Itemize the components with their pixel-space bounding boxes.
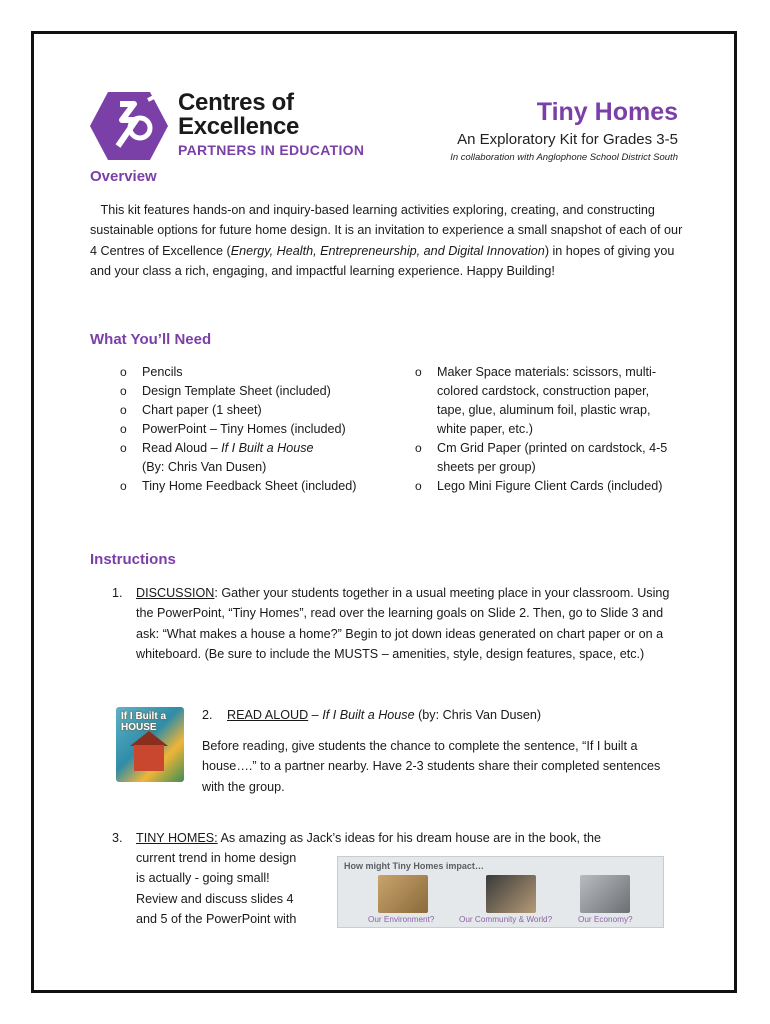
overview-paragraph <box>90 200 690 281</box>
step-2-number: 2. <box>202 708 213 722</box>
materials-list-left <box>120 363 390 496</box>
slide-thumbnail <box>337 856 664 928</box>
logo-subtitle: PARTNERS IN EDUCATION <box>178 142 365 158</box>
book-cover-image <box>116 707 184 782</box>
step-3-line-2: current trend in home design <box>136 851 297 865</box>
step-3-label: TINY HOMES: <box>136 831 218 845</box>
step-3-number: 3. <box>112 831 123 845</box>
book-cover-title: If I Built a HOUSE <box>121 711 167 733</box>
economy-photo <box>580 875 630 913</box>
step-3-line-3: is actually - going small! <box>136 871 270 885</box>
centres-of-excellence-logo <box>90 88 380 166</box>
step-1-number: 1. <box>112 586 123 600</box>
list-item: o Cm Grid Paper (printed on cardstock, 4-5 sheets per group) <box>415 441 668 474</box>
slide-caption-environment: Our Environment? <box>368 915 435 924</box>
house-icon <box>134 745 164 771</box>
overview-text-2: ) in hopes of giving you and your class a rich, engaging, and impactful learning experience. Happy Building! <box>90 243 675 278</box>
slide-title: How might Tiny Homes impact… <box>344 861 484 871</box>
materials-list-right <box>415 363 680 496</box>
overview-text-italic: Energy, Health, Entrepreneurship, and Digital Innovation <box>230 243 545 258</box>
step-1-text: DISCUSSION: Gather your students together in a usual meeting place in your classroom. Using the PowerPoint, “Tiny Homes”, read over the learning goals on Slide 2. Then, go to Slide 3 and ask: “What makes a house a home?” Begin to jot down ideas generated on chart paper or on a whiteboard. (Be sure to include the MUSTS – amenities, style, design features, space, etc.) <box>136 586 670 661</box>
logo-text-line1: Centres of <box>178 89 294 116</box>
environment-photo <box>378 875 428 913</box>
step-2-label: READ ALOUD <box>227 708 309 722</box>
instructions-heading: Instructions <box>90 551 176 568</box>
document-title: Tiny Homes <box>536 98 678 126</box>
step-3-line-1: TINY HOMES: As amazing as Jack’s ideas for his dream house are in the book, the <box>136 831 602 845</box>
house-roof-icon <box>130 731 168 746</box>
list-item: o Read Aloud – If I Built a House (By: Chris Van Dusen) <box>120 441 314 474</box>
step-1-label: DISCUSSION <box>136 586 215 600</box>
step-3-line-4: Review and discuss slides 4 <box>136 892 294 906</box>
logo-hexagon-icon <box>90 90 168 162</box>
document-subtitle: An Exploratory Kit for Grades 3-5 <box>457 131 678 148</box>
list-item: o Maker Space materials: scissors, multi-colored cardstock, construction paper, tape, glue, aluminum foil, plastic wrap, white paper, etc.) <box>415 365 657 436</box>
overview-text-1: This kit features hands-on and inquiry-based learning activities exploring, creating, and constructing sustainable options for future home design. It is an invitation to experience a small snapshot of each of our 4 Centres of Excellence ( <box>90 203 683 258</box>
list-item: o Lego Mini Figure Client Cards (included) <box>415 479 663 493</box>
list-item: o Design Template Sheet (included) <box>120 384 331 398</box>
collaboration-note: In collaboration with Anglophone School District South <box>450 152 678 163</box>
step-2-heading: READ ALOUD – If I Built a House (by: Chris Van Dusen) <box>227 708 542 722</box>
what-youll-need-heading: What You’ll Need <box>90 331 212 348</box>
logo-text-line2: Excellence <box>178 113 300 140</box>
slide-caption-community: Our Community & World? <box>459 915 553 924</box>
step-3-line-5: and 5 of the PowerPoint with <box>136 912 297 926</box>
community-photo <box>486 875 536 913</box>
slide-caption-economy: Our Economy? <box>578 915 633 924</box>
list-item: o PowerPoint – Tiny Homes (included) <box>120 422 346 436</box>
step-2-text: Before reading, give students the chance to complete the sentence, “If I built a house….” to a partner nearby. Have 2-3 students share their completed sentences with the group. <box>202 739 661 794</box>
list-item: o Chart paper (1 sheet) <box>120 403 262 417</box>
list-item: o Tiny Home Feedback Sheet (included) <box>120 479 357 493</box>
overview-heading: Overview <box>90 168 157 185</box>
list-item: o Pencils <box>120 365 183 379</box>
